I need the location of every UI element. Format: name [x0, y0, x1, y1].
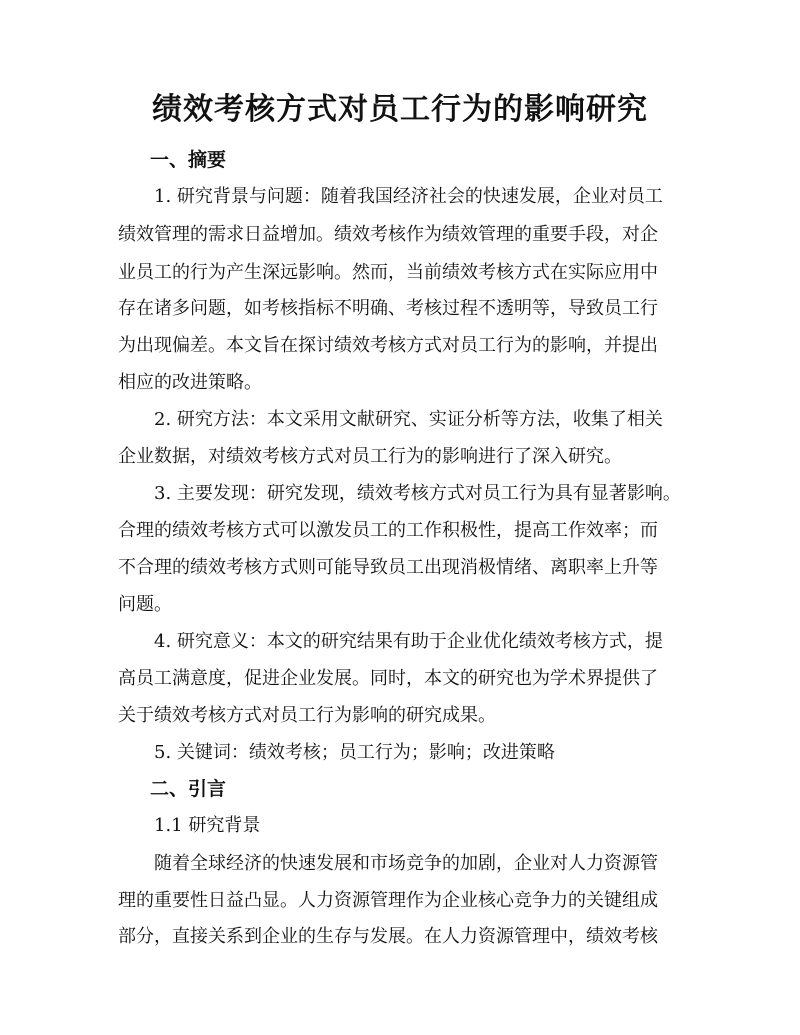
paragraph-line: 为出现偏差。本文旨在探讨绩效考核方式对员工行为的影响，并提出 — [118, 335, 658, 356]
paragraph-line: 部分，直接关系到企业的生存与发展。在人力资源管理中，绩效考核 — [118, 926, 658, 947]
paragraph-line: 绩效管理的需求日益增加。绩效考核作为绩效管理的重要手段，对企 — [118, 224, 658, 245]
paragraph-line: 理的重要性日益凸显。人力资源管理作为企业核心竞争力的关键组成 — [118, 890, 658, 911]
paragraph-line: 存在诸多问题，如考核指标不明确、考核过程不透明等，导致员工行 — [118, 298, 658, 319]
paragraph-line: 企业数据，对绩效考核方式对员工行为的影响进行了深入研究。 — [118, 446, 622, 467]
paragraph-line: 高员工满意度，促进企业发展。同时，本文的研究也为学术界提供了 — [118, 668, 658, 689]
paragraph-line: 2. 研究方法：本文采用文献研究、实证分析等方法，收集了相关 — [154, 409, 663, 430]
paragraph-line: 1. 研究背景与问题：随着我国经济社会的快速发展，企业对员工 — [154, 186, 663, 207]
paragraph-line: 问题。 — [118, 594, 172, 615]
paragraph-line: 不合理的绩效考核方式则可能导致员工出现消极情绪、离职率上升等 — [118, 557, 658, 578]
paragraph-line: 相应的改进策略。 — [118, 372, 262, 393]
section-heading-abstract: 一、摘要 — [150, 149, 227, 171]
paragraph-line: 关于绩效考核方式对员工行为影响的研究成果。 — [118, 705, 496, 726]
paragraph-line: 随着全球经济的快速发展和市场竞争的加剧，企业对人力资源管 — [154, 853, 658, 874]
section-heading-intro: 二、引言 — [150, 778, 227, 800]
subsection-heading: 1.1 研究背景 — [154, 815, 261, 836]
paragraph-line: 合理的绩效考核方式可以激发员工的工作积极性，提高工作效率；而 — [118, 520, 658, 541]
paragraph-line: 5. 关键词：绩效考核；员工行为；影响；改进策略 — [154, 742, 555, 763]
paragraph-line: 3. 主要发现：研究发现，绩效考核方式对员工行为具有显著影响。 — [154, 483, 681, 504]
paragraph-line: 4. 研究意义：本文的研究结果有助于企业优化绩效考核方式，提 — [154, 631, 663, 652]
document-title: 绩效考核方式对员工行为的影响研究 — [152, 92, 648, 127]
paragraph-line: 业员工的行为产生深远影响。然而，当前绩效考核方式在实际应用中 — [118, 262, 658, 283]
